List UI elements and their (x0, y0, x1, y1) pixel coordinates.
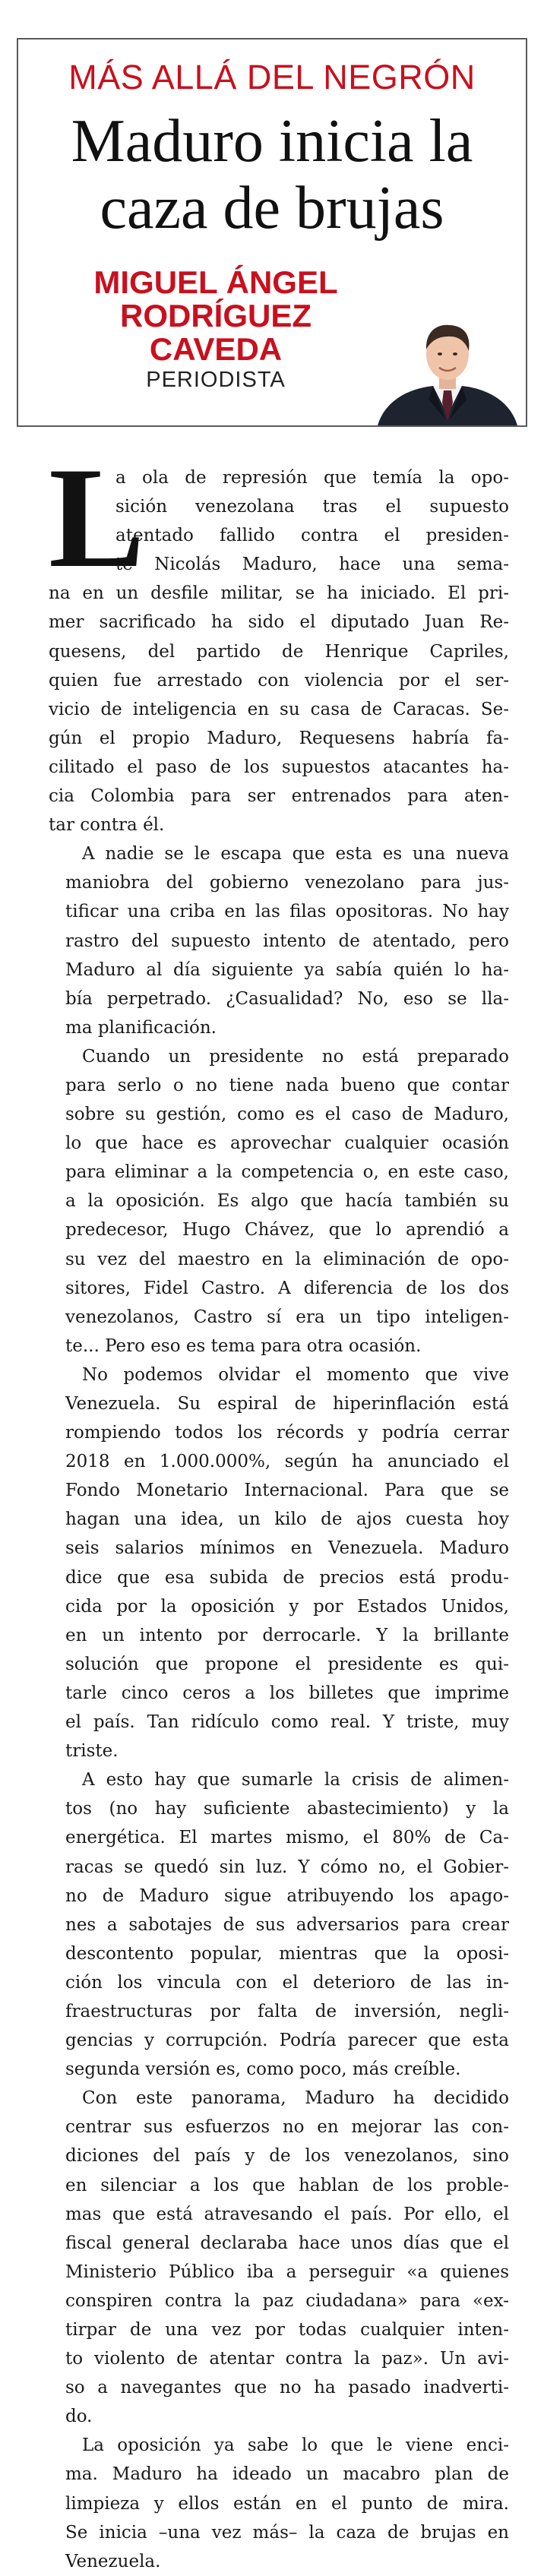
article-line: to violento de atentar contra la paz». Un avi- (65, 2349, 509, 2369)
article-line: Ministerio Público iba a perseguir «a quienes (65, 2262, 509, 2282)
article-line: cia Colombia para ser entrenados para aten- (49, 786, 509, 807)
article-line: venezolanos, Castro sí era un tipo inteligen- (65, 1307, 509, 1327)
article-line: triste. (65, 1741, 119, 1762)
article-line: cilitado el paso de los supuestos atacantes ha- (49, 757, 509, 777)
author-role: PERIODISTA (146, 368, 286, 392)
article-line: mer sacrificado ha sido el diputado Juan Re- (49, 612, 509, 633)
article-paragraph (49, 2084, 509, 2431)
article-line: La oposición ya sabe lo que le viene enci- (82, 2435, 509, 2456)
article-line: vicio de inteligencia en su casa de Caracas. Se- (49, 699, 509, 719)
article-line: A nadie se le escapa que esta es una nueva (82, 844, 509, 864)
article-paragraph (49, 1361, 509, 1765)
article-line: predecesor, Hugo Chávez, que lo aprendió a (65, 1220, 509, 1241)
section-label: MÁS ALLÁ DEL NEGRÓN (68, 58, 476, 96)
article-line: Maduro al día siguiente ya sabía quién lo ha- (65, 959, 509, 980)
article-paragraph (49, 2431, 509, 2575)
article-line: conspiren contra la paz ciudadana» para «ex- (65, 2290, 509, 2311)
article-paragraph (49, 1042, 509, 1361)
article-line: descontento popular, mientras que la oposi- (65, 1943, 509, 1964)
article-line: rastro del supuesto intento de atentado, pero (65, 931, 509, 951)
article-line: na en un desfile militar, se ha iniciado. El pri- (49, 583, 509, 604)
article-line: en silenciar a los que hablan de los proble- (65, 2175, 509, 2195)
column-header (17, 38, 527, 427)
article-line: dice que esa subida de precios está produ- (65, 1567, 509, 1588)
article-line: Venezuela. Su espiral de hiperinflación está (65, 1394, 509, 1414)
author-name-line: RODRÍGUEZ (120, 298, 312, 333)
article-line: rompiendo todos los récords y podría cerrar (65, 1423, 509, 1443)
article-line: sición venezolana tras el supuesto (115, 497, 509, 517)
article-paragraph (49, 1765, 509, 2084)
article-line: tificar una criba en las filas opositoras. No hay (65, 902, 509, 922)
article-line: racas se quedó sin luz. Y cómo no, el Gobier- (65, 1857, 509, 1877)
article-line: fraestructuras por falta de inversión, negli- (65, 2001, 509, 2021)
article-line: centrar sus esfuerzos no en mejorar las con- (65, 2117, 509, 2138)
article-line: tirpar de una vez por todas cualquier inten- (65, 2320, 509, 2340)
author-photo (369, 313, 526, 427)
article-line: energética. El martes mismo, el 80% de Ca- (65, 1828, 509, 1848)
author-name-line: CAVEDA (149, 331, 283, 367)
article-line: segunda versión es, como poco, más creíble. (65, 2059, 461, 2080)
article-line: gencias y corrupción. Podría parecer que esta (65, 2031, 509, 2051)
article-line: No podemos olvidar el momento que vive (82, 1364, 509, 1385)
article-line: fiscal general declaraba hace unos días que el (65, 2233, 509, 2253)
article-body (49, 438, 509, 2576)
article-line: lo que hace es aprovechar cualquier ocasión (65, 1133, 509, 1154)
author-name-line: MIGUEL ÁNGEL (93, 264, 338, 300)
article-line: atentado fallido contra el presiden- (115, 526, 509, 546)
article-line: Venezuela. (65, 2551, 161, 2571)
article-line: bía perpetrado. ¿Casualidad? No, eso se lla- (65, 988, 509, 1009)
article-line: Se inicia –una vez más– la caza de brujas en (65, 2522, 509, 2543)
article-line: do. (65, 2407, 93, 2427)
article-line: ma planificación. (65, 1017, 217, 1038)
article-line: el país. Tan ridículo como real. Y triste, muy (65, 1712, 509, 1733)
article-line: solución que propone el presidente es qui- (65, 1654, 509, 1674)
article-line: ción los vincula con el deterioro de las in- (65, 1972, 509, 1993)
article-line: sitores, Fidel Castro. A diferencia de los dos (65, 1278, 509, 1298)
article-line: a ola de represión que temía la opo- (115, 468, 509, 488)
article-line: 2018 en 1.000.000%, según ha anunciado el (65, 1452, 509, 1472)
article-line: a la oposición. Es algo que hacía también su (65, 1191, 509, 1212)
headline (18, 108, 526, 242)
article-line: limpieza y ellos están en el punto de mira. (65, 2493, 509, 2514)
article-line: su vez del maestro en la eliminación de opo- (65, 1249, 509, 1269)
article-line: nes a sabotajes de sus adversarios para crear (65, 1914, 509, 1935)
article-line: Fondo Monetario Internacional. Para que se (65, 1481, 509, 1501)
article-line: gún el propio Maduro, Requesens habría fa- (49, 728, 509, 748)
article-line: no de Maduro sigue atribuyendo los apago- (65, 1885, 509, 1906)
article-line: mas que está atravesando el país. Por ello, el (65, 2204, 509, 2224)
article-line: tar contra él. (49, 815, 165, 836)
article-line: Con este panorama, Maduro ha decidido (82, 2088, 509, 2109)
article-line: cida por la oposición y por Estados Unidos, (65, 1596, 509, 1617)
headline-line: Maduro inicia la (71, 108, 473, 175)
article-line: hagan una idea, un kilo de ajos cuesta hoy (65, 1509, 509, 1530)
article-line: diciones del país y de los venezolanos, sino (65, 2146, 509, 2167)
article-line: te Nicolás Maduro, hace una sema- (115, 555, 509, 575)
article-paragraph (49, 839, 509, 1042)
article-line: te... Pero eso es tema para otra ocasión. (65, 1335, 422, 1356)
article-line: sobre su gestión, como es el caso de Maduro, (65, 1105, 509, 1125)
article-line: A esto hay que sumarle la crisis de alimen- (82, 1770, 509, 1791)
article-line: en un intento por derrocarle. Y la brillante (65, 1625, 509, 1645)
article-line: quesens, del partido de Henrique Capriles, (49, 641, 509, 662)
drop-cap: L (49, 438, 145, 598)
lead-paragraph (49, 438, 509, 839)
article-line: Cuando un presidente no está preparado (82, 1046, 509, 1067)
article-line: para serlo o no tiene nada bueno que contar (65, 1075, 509, 1095)
headline-line: caza de brujas (100, 175, 444, 242)
article-line: so a navegantes que no ha pasado inadverti- (65, 2378, 509, 2398)
article-line: maniobra del gobierno venezolano para jus- (65, 873, 509, 893)
author-name (87, 266, 345, 366)
article-line: seis salarios mínimos en Venezuela. Maduro (65, 1538, 509, 1559)
article-line: tarle cinco ceros a los billetes que imprime (65, 1683, 509, 1703)
article-line: para eliminar a la competencia o, en este caso, (65, 1162, 509, 1183)
article-line: ma. Maduro ha ideado un macabro plan de (65, 2464, 509, 2485)
article-line: tos (no hay suficiente abastecimiento) y la (65, 1799, 509, 1819)
article-line: quien fue arrestado con violencia por el ser- (49, 670, 509, 691)
